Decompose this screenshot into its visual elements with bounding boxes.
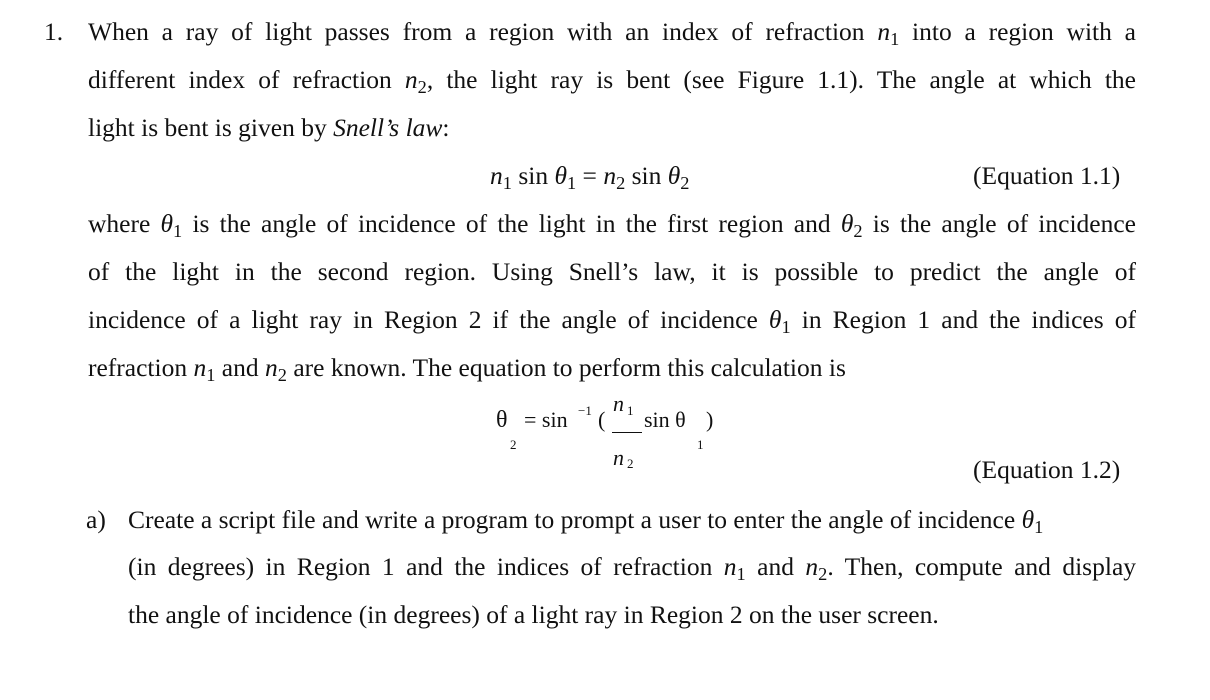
text-run: are known. The equation to perform this calculation is <box>286 353 846 382</box>
eq-equals-sin: = sin <box>524 407 568 432</box>
paragraph-2-line-3 <box>88 305 1136 337</box>
part-a-line-3: the angle of incidence (in degrees) of a light ray in Region 2 on the user screen. <box>128 600 939 629</box>
eq-sin: sin <box>511 161 555 190</box>
text-run: is the angle of incidence <box>862 209 1136 238</box>
variable-n2: n <box>805 552 819 581</box>
theta1: θ <box>160 209 174 238</box>
subscript: 2 <box>417 77 427 98</box>
subscript: 1 <box>206 365 216 386</box>
eq-inverse-superscript: −1 <box>578 403 592 418</box>
text-run: and <box>745 552 806 581</box>
variable-n2: n <box>265 353 278 382</box>
eq-close-paren: ) <box>706 407 714 432</box>
paragraph-2-line-1 <box>88 209 1136 241</box>
variable-n1: n <box>877 17 891 46</box>
text-run: light is bent is given by <box>88 113 334 142</box>
eq-numerator-n: n <box>613 391 624 416</box>
text-run: is the angle of incidence of the light in the first region and <box>182 209 841 238</box>
paragraph-1-line-1 <box>88 17 1136 49</box>
text-run: in Region 1 and the indices of <box>790 305 1136 334</box>
variable-n1: n <box>723 552 737 581</box>
eq-theta2: θ <box>496 407 508 433</box>
equation-1-2-label: (Equation 1.2) <box>973 455 1121 484</box>
subscript: 2 <box>277 365 287 386</box>
subscript: 2 <box>818 564 828 585</box>
eq-n2: n <box>603 161 617 190</box>
text-run: into a region with a <box>899 17 1136 46</box>
text-run: where <box>88 209 161 238</box>
eq-theta-subscript-1: 1 <box>697 437 704 452</box>
eq-sin: sin <box>625 161 668 190</box>
text-run: : <box>442 113 450 142</box>
subscript: 1 <box>173 221 183 242</box>
theta1: θ <box>1021 505 1035 534</box>
eq-numerator-subscript: 1 <box>627 403 634 418</box>
part-a-marker: a) <box>86 505 106 534</box>
eq-sin-theta: sin θ <box>644 407 686 432</box>
problem-number: 1. <box>44 17 64 46</box>
part-a-line-1 <box>128 505 1043 537</box>
text-run: , the light ray is bent (see Figure 1.1). The angle at which the <box>426 65 1136 94</box>
subscript: 1 <box>736 564 746 585</box>
theta1: θ <box>768 305 782 334</box>
eq-denominator-n: n <box>613 445 624 470</box>
paragraph-1-line-3 <box>88 113 450 143</box>
eq-open-paren: ( <box>598 407 606 432</box>
eq-denominator-subscript: 2 <box>627 456 634 471</box>
subscript: 2 <box>616 173 626 194</box>
variable-n1: n <box>193 353 207 382</box>
text-run: and <box>215 353 265 382</box>
subscript: 1 <box>781 317 791 338</box>
paragraph-2-line-4 <box>88 353 846 385</box>
subscript: 2 <box>853 221 863 242</box>
eq-equals: = <box>576 161 604 190</box>
equation-1-1 <box>490 161 689 193</box>
eq-theta1: θ <box>554 161 567 190</box>
text-run: When a ray of light passes from a region with an index of refraction <box>88 17 878 46</box>
theta2: θ <box>840 209 854 238</box>
eq-theta2: θ <box>667 161 681 190</box>
snells-law-emphasis: Snell’s law <box>333 113 443 142</box>
subscript: 2 <box>680 173 690 194</box>
eq-theta-subscript-2: 2 <box>510 437 517 452</box>
part-a-line-2 <box>128 552 1136 584</box>
paragraph-2-line-2: of the light in the second region. Using Snell’s law, it is possible to predict the angle of <box>88 257 1136 286</box>
text-run: different index of refraction <box>88 65 405 94</box>
subscript: 1 <box>890 29 900 50</box>
variable-n2: n <box>404 65 418 94</box>
subscript: 1 <box>502 173 512 194</box>
text-run: Create a script file and write a program to prompt a user to enter the angle of incidence <box>128 505 1022 534</box>
text-run: . Then, compute and display <box>827 552 1137 581</box>
subscript: 1 <box>566 173 577 194</box>
eq-n1: n <box>490 161 503 190</box>
equation-1-1-label: (Equation 1.1) <box>973 161 1121 190</box>
text-run: incidence of a light ray in Region 2 if the angle of incidence <box>88 305 769 334</box>
text-run: (in degrees) in Region 1 and the indices of refraction <box>128 552 724 581</box>
text-run: refraction <box>88 353 194 382</box>
fraction-bar <box>612 432 642 433</box>
paragraph-1-line-2 <box>88 65 1136 97</box>
subscript: 1 <box>1034 517 1044 538</box>
